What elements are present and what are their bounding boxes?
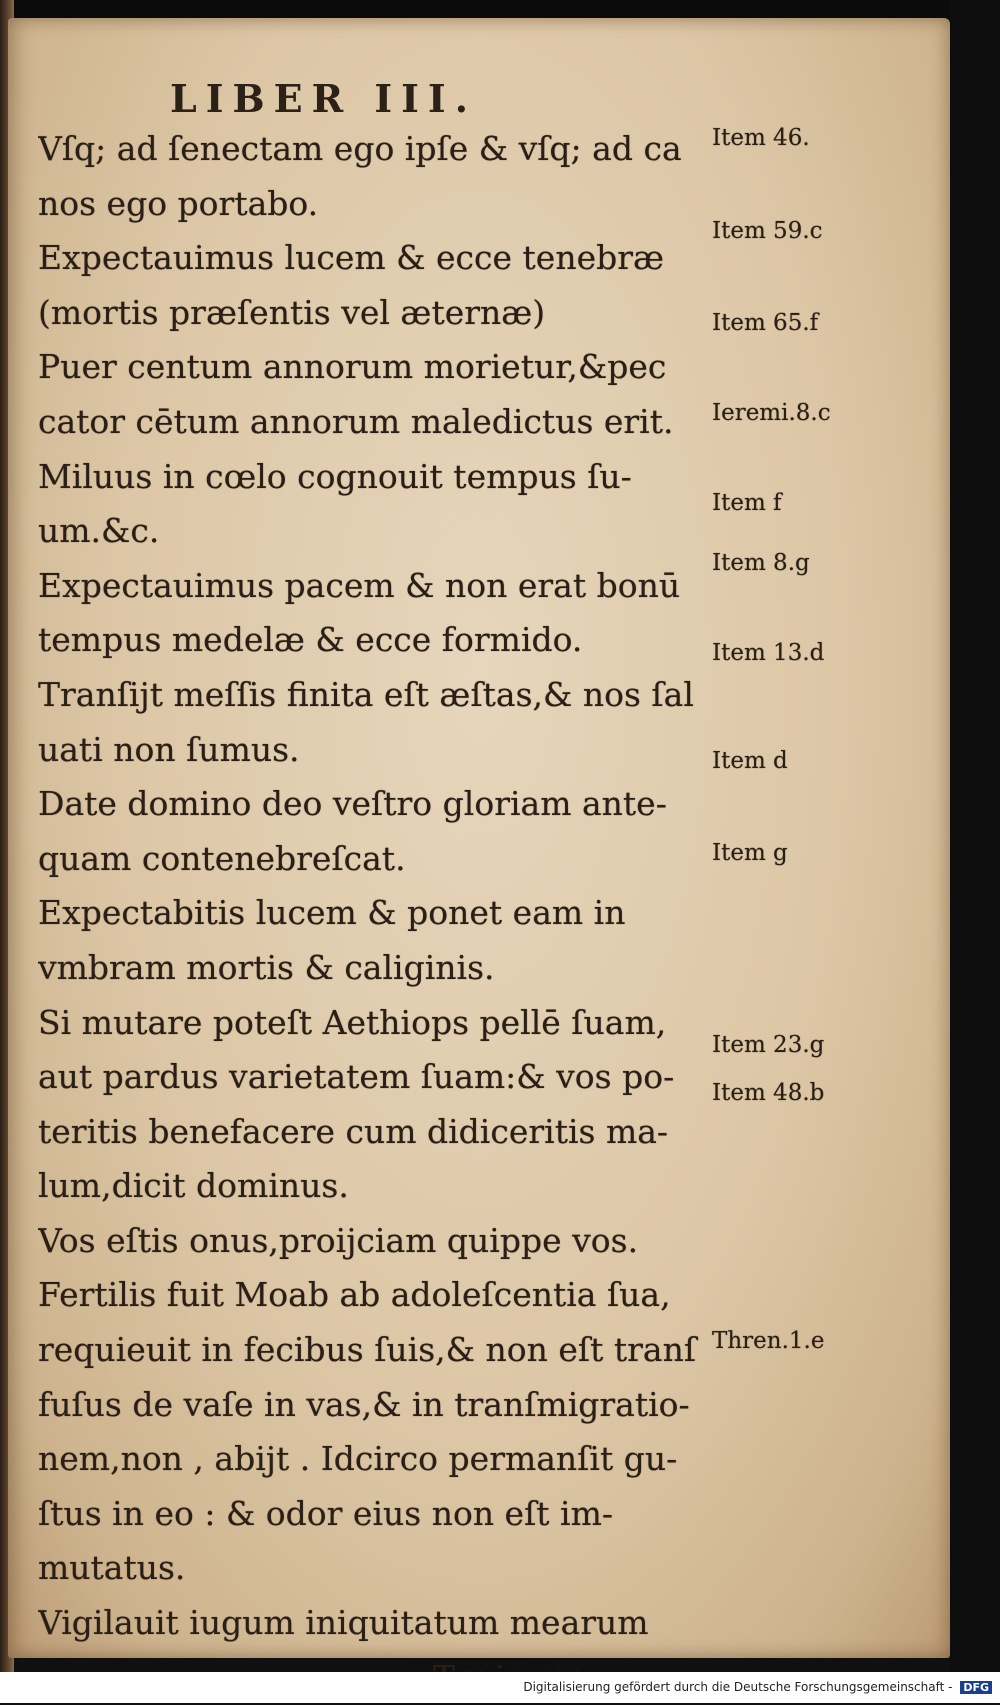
running-header: LIBER III. [170,76,477,121]
text-line: vmbram mortis & caliginis. [38,947,495,987]
credit-text: Digitalisierung gefördert durch die Deutsche Forschungsgemeinschaft - [523,1680,953,1694]
text-line: tempus medelæ & ecce formido. [38,620,583,660]
margin-note: Item d [712,748,788,774]
text-line: Expectauimus pacem & non erat bonū [38,565,681,605]
margin-note: Item g [712,840,788,866]
digitization-credit [523,1680,992,1694]
text-line: nem,non , abijt . Idcirco permanſit gu- [38,1439,678,1479]
text-line: nos ego portabo. [38,183,319,223]
text-line: Vos eſtis onus,proijciam quippe vos. [38,1220,639,1260]
text-line: lum,dicit dominus. [38,1166,349,1206]
main-text-block [38,122,718,1705]
text-line: ſtus in eo : & odor eius non eſt im- [38,1493,614,1533]
text-line: Fertilis fuit Moab ab adoleſcentia ſua, [38,1275,671,1315]
text-line: aut pardus varietatem ſuam:& vos po- [38,1057,675,1097]
text-line: (mortis præſentis vel æternæ) [38,292,546,332]
scan-frame-top [0,0,1000,20]
text-line: cator cētum annorum maledictus erit. [38,401,674,441]
margin-note: Item 46. [712,125,810,151]
margin-note: Item 65.f [712,310,819,336]
text-line: quam contenebreſcat. [38,838,406,878]
text-line: requieuit in fecibus ſuis,& non eſt tranſ [38,1330,697,1370]
text-line: Si mutare poteſt Aethiops pellē ſuam, [38,1002,667,1042]
text-line: Date domino deo veſtro gloriam ante- [38,784,667,824]
margin-note: Item 48.b [712,1080,825,1106]
text-line: fuſus de vaſe in vas,& in tranſmigratio- [38,1384,690,1424]
text-line: Tranſijt meſſis finita eſt æſtas,& nos ſal [38,674,694,714]
margin-note: Thren.1.e [712,1328,825,1354]
dfg-logo[interactable]: DFG [960,1681,992,1694]
text-line: Miluus in cœlo cognouit tempus ſu- [38,456,632,496]
text-line: Expectauimus lucem & ecce tenebræ [38,238,665,278]
text-line: Vigilauit iugum iniquitatum mearum [38,1603,649,1643]
text-line: Expectabitis lucem & ponet eam in [38,893,626,933]
text-line: uati non ſumus. [38,729,300,769]
margin-note: Item 8.g [712,550,810,576]
text-line: teritis benefacere cum didiceritis ma- [38,1111,669,1151]
scan-frame-right [950,0,1000,1703]
text-line: Puer centum annorum morietur,&pec [38,347,667,387]
margin-note: Item 13.d [712,640,825,666]
margin-note: Item 59.c [712,218,823,244]
text-line: Vſq; ad ſenectam ego ipſe & vſq; ad ca [38,129,682,168]
margin-note: Item 23.g [712,1032,825,1058]
margin-note: Ieremi.8.c [712,400,831,426]
text-line: mutatus. [38,1548,186,1588]
margin-note: Item f [712,490,782,516]
text-line: um.&c. [38,511,160,551]
